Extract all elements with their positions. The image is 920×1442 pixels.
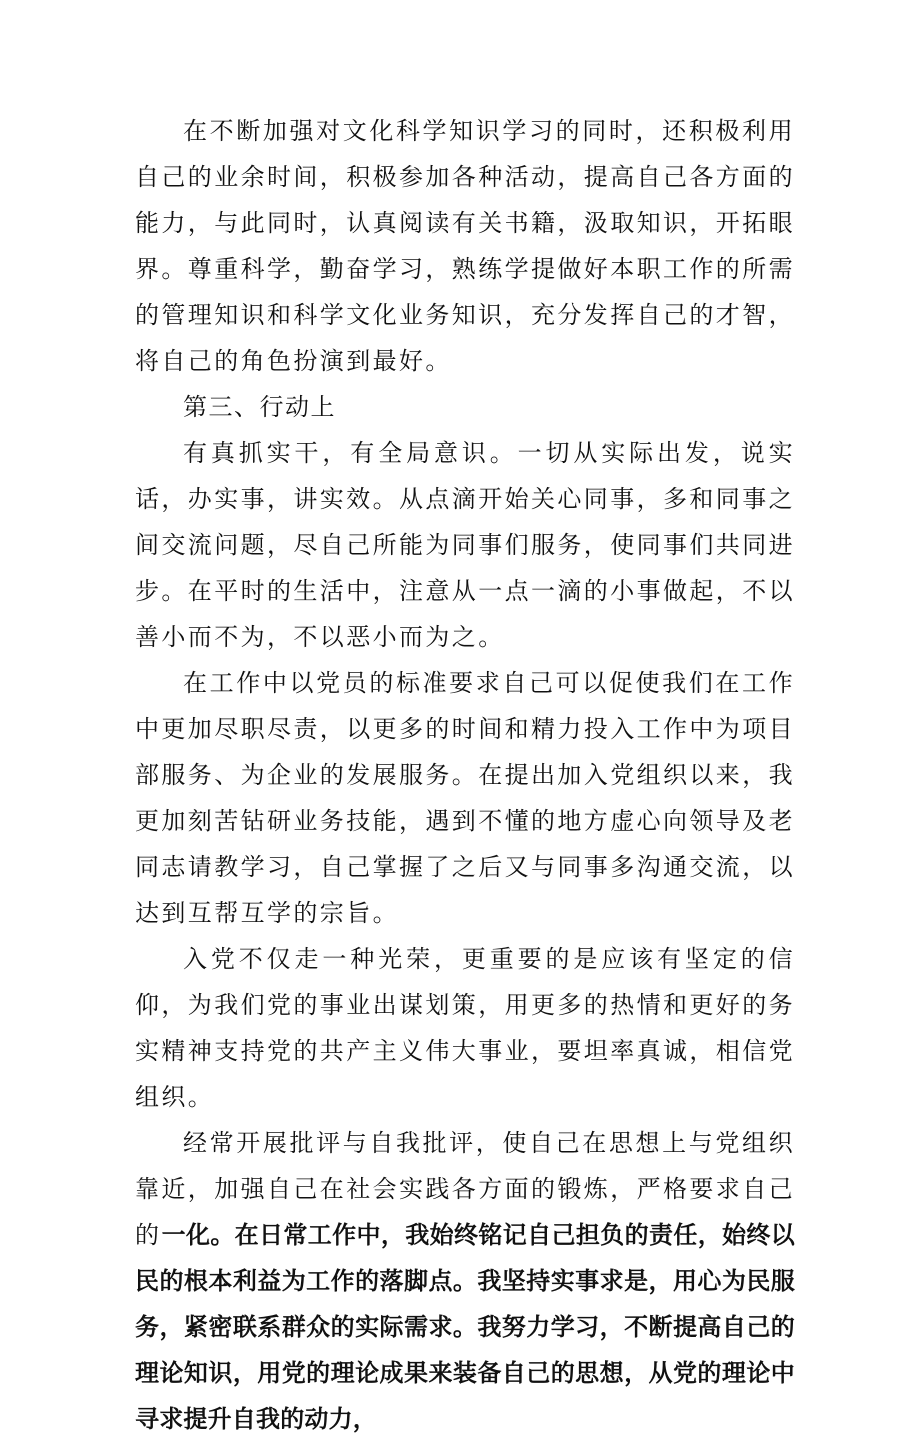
paragraph-self-criticism bbox=[135, 1120, 795, 1442]
document-body bbox=[135, 108, 795, 1442]
section-heading-action: 第三、行动上 bbox=[183, 393, 336, 421]
paragraph-action: 有真抓实干，有全局意识。一切从实际出发，说实话，办实事，讲实效。从点滴开始关心同事，多和同事之间交流问题，尽自己所能为同事们服务，使同事们共同进步。在平时的生活中，注意从一点一滴的小事做起，不以善小而不为，不以恶小而为之。 bbox=[135, 439, 795, 651]
paragraph-party-belief: 入党不仅走一种光荣，更重要的是应该有坚定的信仰，为我们党的事业出谋划策，用更多的热情和更好的务实精神支持党的共产主义伟大事业，要坦率真诚，相信党组织。 bbox=[135, 945, 795, 1111]
paragraph-self-criticism-bold: 一化。在日常工作中，我始终铭记自己担负的责任，始终以民的根本利益为工作的落脚点。我坚持实事求是，用心为民服务，紧密联系群众的实际需求。我努力学习，不断提高自己的理论知识，用党的理论成果来装备自己的思想，从党的理论中寻求提升自我的动力， bbox=[135, 1221, 795, 1433]
paragraph-self-criticism-regular: 经常开展批评与自我批评，使自己在思想上与党组织靠近，加强自己在社会实践各方面的锻炼，严格要求自己的 bbox=[135, 1129, 795, 1249]
paragraph-study: 在不断加强对文化科学知识学习的同时，还积极利用自己的业余时间，积极参加各种活动，提高自己各方面的能力，与此同时，认真阅读有关书籍，汲取知识，开拓眼界。尊重科学，勤奋学习，熟练学提做好本职工作的所需的管理知识和科学文化业务知识，充分发挥自己的才智，将自己的角色扮演到最好。 bbox=[135, 117, 795, 375]
paragraph-work-standard: 在工作中以党员的标准要求自己可以促使我们在工作中更加尽职尽责，以更多的时间和精力投入工作中为项目部服务、为企业的发展服务。在提出加入党组织以来，我更加刻苦钻研业务技能，遇到不懂的地方虚心向领导及老同志请教学习，自己掌握了之后又与同事多沟通交流，以达到互帮互学的宗旨。 bbox=[135, 669, 795, 927]
